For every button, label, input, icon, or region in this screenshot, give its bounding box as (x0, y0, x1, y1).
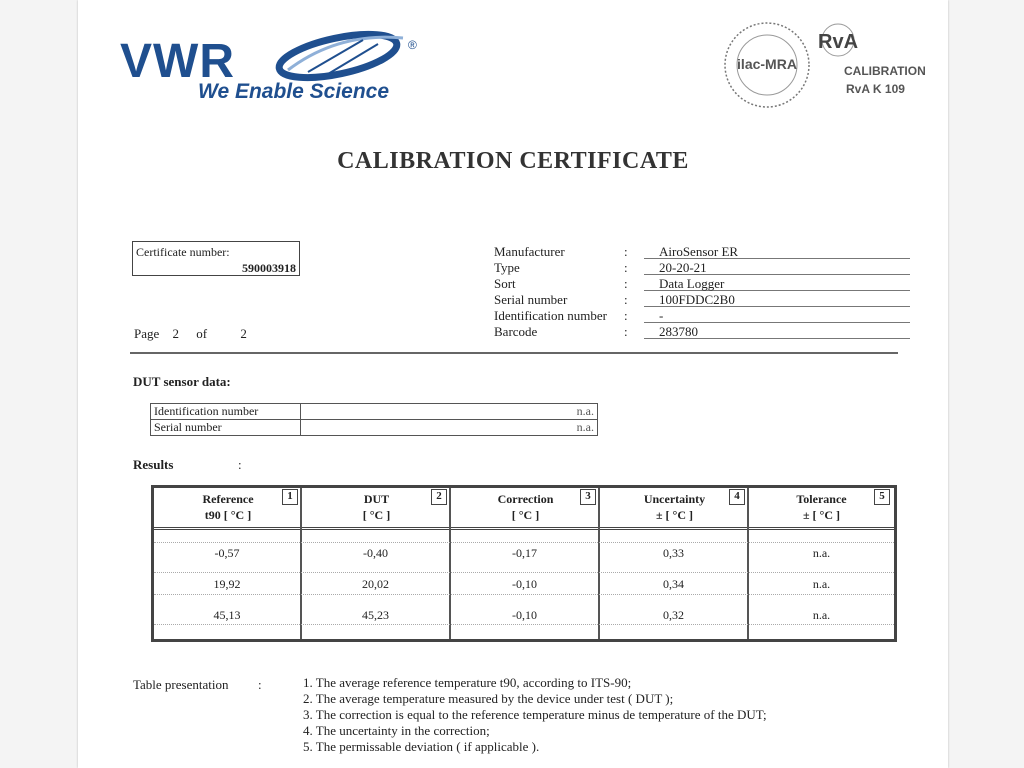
dut-heading: DUT sensor data: (133, 374, 231, 389)
rva-bottom-text: RvA K 109 (846, 82, 905, 96)
results-header-row (154, 488, 894, 530)
cell-tolerance: n.a. (812, 546, 831, 560)
certificate-number-box (132, 241, 300, 276)
results-table (151, 485, 897, 642)
list-item: 4. The uncertainty in the correction; (303, 723, 490, 738)
cell-dut: -0,40 (363, 546, 388, 560)
presentation-colon: : (258, 677, 262, 692)
cell-dut: 45,23 (362, 608, 389, 622)
row-separator (154, 572, 894, 573)
page-current: 2 (172, 326, 180, 341)
dut-row (151, 404, 598, 420)
list-item: 1. The average reference temperature t90, according to ITS-90; (303, 675, 632, 690)
list-item: 3. The correction is equal to the reference temperature minus de temperature of the DUT; (303, 707, 767, 722)
cell-uncertainty: 0,33 (663, 546, 684, 560)
results-colon: : (238, 457, 242, 472)
ilac-mra-seal-icon (722, 20, 812, 110)
page-indicator (134, 326, 247, 342)
document-title: CALIBRATION CERTIFICATE (337, 148, 689, 174)
rva-top-text: CALIBRATION (844, 64, 926, 78)
dut-row-label: Identification number (151, 404, 301, 420)
dut-row-label: Serial number (151, 420, 301, 436)
cell-correction: -0,17 (512, 546, 537, 560)
presentation-label: Table presentation (133, 677, 229, 692)
dut-row (151, 420, 598, 436)
certificate-sheet: VWR ® We Enable Science ilac-MRA RvA CALIBRATION RvA K 109 CALIBRATION CERTIFICATE Certificate number: 590003918 Page 2 of 2 Manufacturer : AiroSensor ER Type : 20-20-21 Sort : Data Logger Serial number : 100FDDC2B0 Identification number : - Barcode : 283780 DUT sensor data: Identification number n.a. Serial number n.a. Results : Reference t90 [ °C ] 1 DUT [ °C ] 2 Correction [ °C ] 3 Uncertainty ± [ °C ] 4 Tolerance ± [ °C ] 5 -0,57 -0,40 -0,17 0,33 n.a. 19,92 20,02 -0,10 0,34 n.a. 45,13 45,23 -0,10 0,32 n.a. Table presentation : 1. The average reference temperature t90, according to ITS-90; 2. The average temperature measured by the device under test ( DUT ); 3. The correction is equal to the reference temperature minus de temperature of the DUT; 4. The uncertainty in the correction; 5. The permissable deviation ( if applicable ). (78, 0, 948, 768)
list-item: 2. The average temperature measured by the device under test ( DUT ); (303, 691, 674, 706)
page-label: Page (134, 326, 160, 341)
certificate-number-value: 590003918 (242, 261, 296, 275)
dut-table (150, 403, 598, 436)
header-divider (130, 352, 898, 354)
cell-reference: 19,92 (213, 577, 241, 591)
results-heading: Results (133, 457, 174, 472)
results-header-uncertainty: Uncertainty ± [ °C ] 4 (600, 488, 749, 528)
results-header-reference: Reference t90 [ °C ] 1 (154, 488, 302, 528)
rva-logo-icon (818, 22, 858, 62)
cell-reference: -0,57 (214, 546, 240, 560)
row-separator (154, 624, 894, 625)
cell-tolerance: n.a. (812, 577, 831, 591)
cell-correction: -0,10 (512, 608, 537, 622)
ilac-seal-text: ilac-MRA (737, 56, 797, 72)
cell-reference: 45,13 (213, 608, 241, 622)
cell-dut: 20,02 (362, 577, 389, 591)
certificate-number-label: Certificate number: (136, 245, 230, 259)
list-item: 5. The permissable deviation ( if applicable ). (303, 739, 540, 754)
svg-text:RvA: RvA (818, 31, 858, 53)
vwr-logo: VWR (120, 35, 235, 88)
dut-row-value: n.a. (301, 420, 598, 436)
presentation-list (303, 675, 767, 755)
results-header-correction: Correction [ °C ] 3 (451, 488, 600, 528)
vwr-swoosh-icon (268, 22, 418, 82)
dut-row-value: n.a. (301, 404, 598, 420)
row-separator (154, 542, 894, 543)
registered-icon: ® (408, 38, 417, 52)
results-header-tolerance: Tolerance ± [ °C ] 5 (749, 488, 894, 528)
cell-tolerance: n.a. (812, 608, 831, 622)
results-header-dut: DUT [ °C ] 2 (302, 488, 451, 528)
page-of-label: of (196, 326, 208, 341)
cell-correction: -0,10 (512, 577, 537, 591)
vwr-tagline: We Enable Science (198, 80, 390, 103)
cell-uncertainty: 0,34 (663, 577, 684, 591)
row-separator (154, 594, 894, 595)
page-total: 2 (240, 326, 247, 341)
cell-uncertainty: 0,32 (663, 608, 684, 622)
